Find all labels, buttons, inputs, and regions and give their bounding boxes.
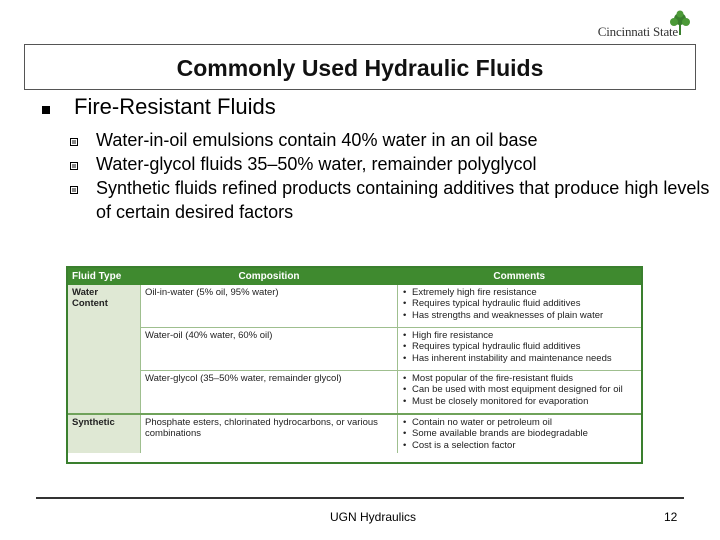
hollow-square-bullet-icon: [70, 138, 78, 146]
sub-bullet-item: [70, 176, 710, 224]
column-header-fluid-type: Fluid Type: [68, 268, 141, 285]
cincinnati-state-logo: [586, 6, 706, 40]
composition-cell: Water-glycol (35–50% water, remainder glycol): [141, 371, 398, 415]
square-bullet-icon: [42, 106, 50, 114]
table-row: [68, 328, 641, 371]
sub-bullet-item: [70, 152, 710, 176]
fluid-type-cell: [68, 285, 141, 414]
logo-text: Cincinnati State: [597, 24, 678, 39]
composition-cell: Phosphate esters, chlorinated hydrocarbons, or various combinations: [141, 414, 398, 453]
comment-item: • Must be closely monitored for evaporation: [402, 396, 637, 407]
comment-item: • Contain no water or petroleum oil: [402, 417, 637, 428]
sub-bullet-text: Water-glycol fluids 35–50% water, remainder polyglycol: [96, 154, 537, 174]
comments-cell: [398, 414, 642, 453]
column-header-comments: Comments: [398, 268, 642, 285]
composition-cell: Oil-in-water (5% oil, 95% water): [141, 285, 398, 328]
comments-cell: [398, 328, 642, 371]
table-row: [68, 285, 641, 328]
hollow-square-bullet-icon: [70, 162, 78, 170]
comment-item: • High fire resistance: [402, 330, 637, 341]
hollow-square-bullet-icon: [70, 186, 78, 194]
fluid-type-cell: Synthetic: [68, 414, 141, 453]
comment-item: • Has inherent instability and maintenance needs: [402, 353, 637, 364]
column-header-composition: Composition: [141, 268, 398, 285]
comments-cell: [398, 371, 642, 415]
fluid-table: [66, 266, 643, 464]
title-box: [24, 44, 696, 90]
comment-item: • Has strengths and weaknesses of plain water: [402, 310, 637, 321]
table-row: [68, 371, 641, 415]
fluid-table-grid: [68, 268, 641, 453]
sub-bullet-item: [70, 128, 710, 152]
sub-bullet-text: Water-in-oil emulsions contain 40% water in an oil base: [96, 130, 538, 150]
footer-divider: [36, 497, 684, 499]
page-number: 12: [664, 510, 678, 524]
composition-cell: Water-oil (40% water, 60% oil): [141, 328, 398, 371]
table-row: [68, 414, 641, 453]
fluid-type-label: Water Content: [72, 287, 108, 309]
comment-item: • Cost is a selection factor: [402, 440, 637, 451]
slide-title: Commonly Used Hydraulic Fluids: [176, 55, 544, 81]
footer-course-label: UGN Hydraulics: [330, 510, 417, 524]
sub-bullet-text: Synthetic fluids refined products containing additives that produce high levels of certain desired factors: [96, 178, 710, 222]
comment-item: • Can be used with most equipment designed for oil: [402, 384, 637, 395]
comment-item: • Some available brands are biodegradable: [402, 428, 637, 439]
comment-item: • Extremely high fire resistance: [402, 287, 637, 298]
comment-item: • Requires typical hydraulic fluid additives: [402, 341, 637, 352]
comments-cell: [398, 285, 642, 328]
comment-item: • Requires typical hydraulic fluid additives: [402, 298, 637, 309]
main-bullet-text: Fire-Resistant Fluids: [74, 94, 276, 119]
comment-item: • Most popular of the fire-resistant fluids: [402, 373, 637, 384]
table-header-row: [68, 268, 641, 285]
sub-bullet-list: [70, 128, 710, 224]
